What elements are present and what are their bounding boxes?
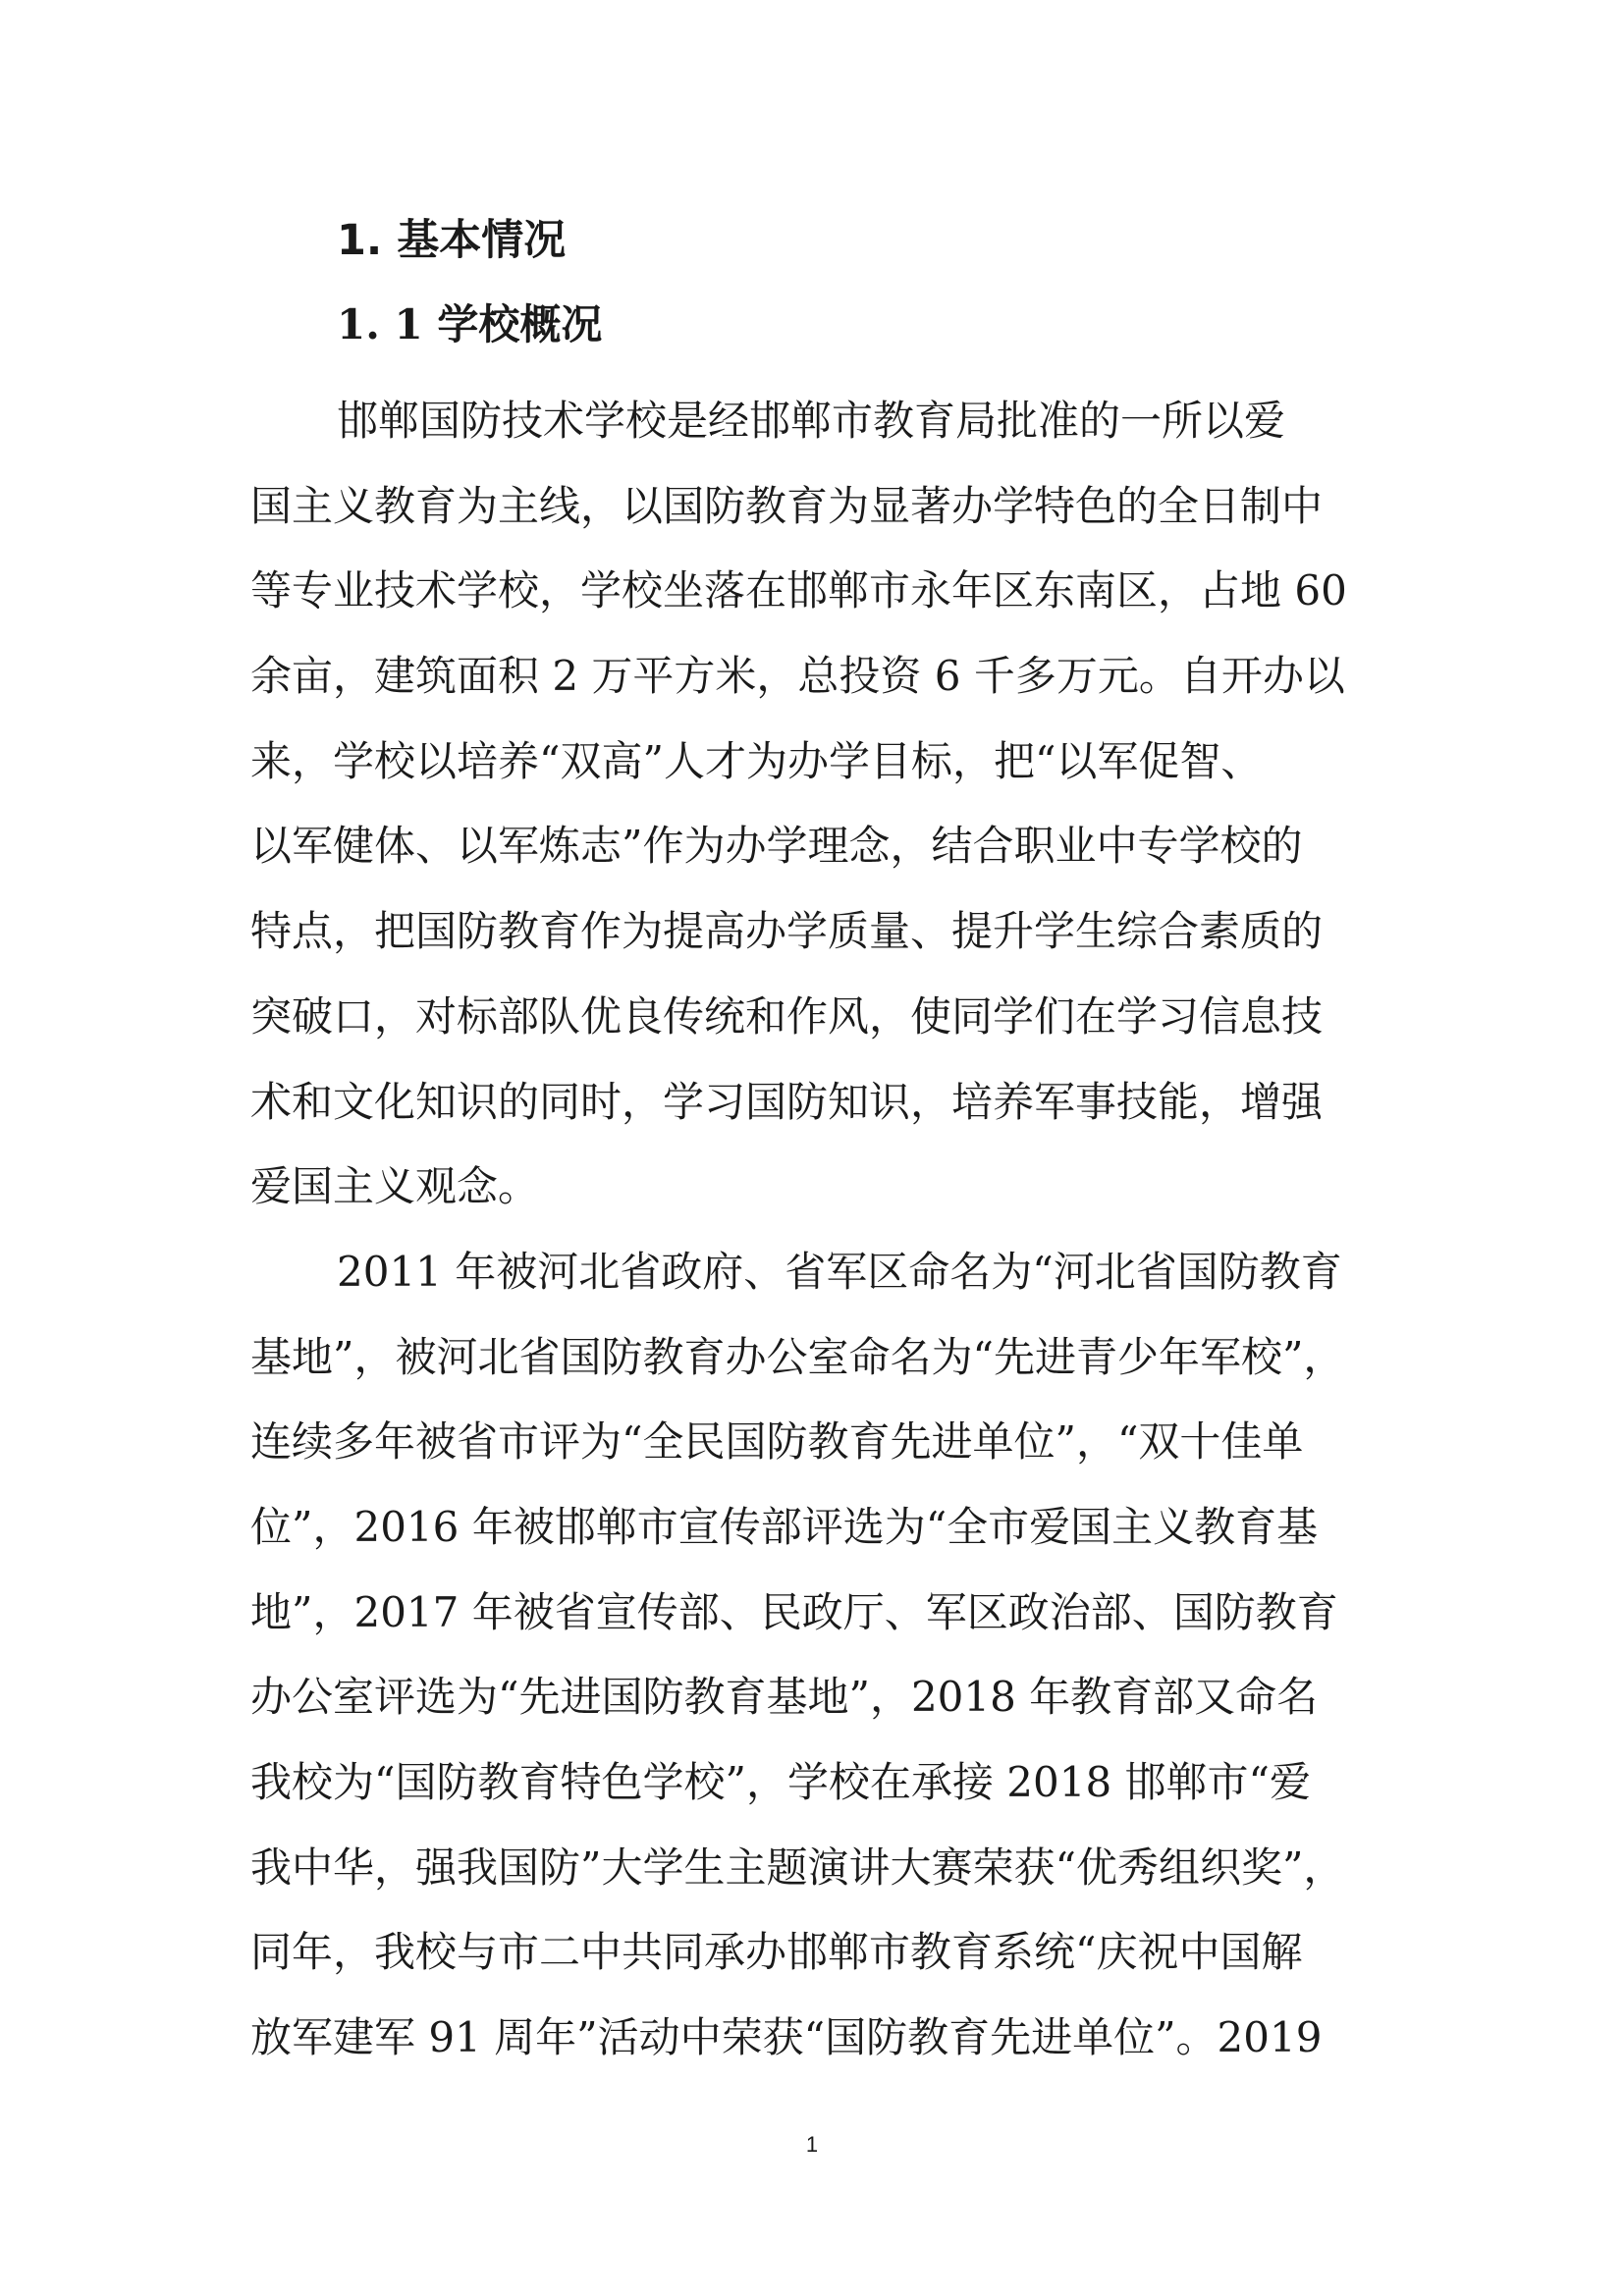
- text-line: 放军建军 91 周年”活动中荣获“国防教育先进单位”。2019: [250, 2013, 1323, 2062]
- text-line: 2011 年被河北省政府、省军区命名为“河北省国防教育: [337, 1247, 1342, 1296]
- text-line: 位”，2016 年被邯郸市宣传部评选为“全市爱国主义教育基: [250, 1502, 1319, 1551]
- subsection-heading: 1. 1 学校概况: [337, 300, 603, 348]
- text-line: 地”，2017 年被省宣传部、民政厅、军区政治部、国防教育: [250, 1587, 1338, 1636]
- text-line: 以军健体、以军炼志”作为办学理念，结合职业中专学校的: [250, 822, 1303, 871]
- text-line: 等专业技术学校，学校坐落在邯郸市永年区东南区，占地 60: [250, 566, 1347, 615]
- text-line: 突破口，对标部队优良传统和作风，使同学们在学习信息技: [250, 991, 1324, 1041]
- page-number: 1: [805, 2132, 819, 2157]
- text-line: 术和文化知识的同时，学习国防知识，培养军事技能，增强: [250, 1077, 1324, 1126]
- text-line: 连续多年被省市评为“全民国防教育先进单位”，“双十佳单: [250, 1417, 1304, 1467]
- text-line: 来，学校以培养“双高”人才为办学目标，把“以军促智、: [250, 736, 1263, 785]
- text-line: 同年，我校与市二中共同承办邯郸市教育系统“庆祝中国解: [250, 1928, 1303, 1977]
- text-line: 余亩，建筑面积 2 万平方米，总投资 6 千多万元。自开办以: [250, 652, 1345, 701]
- body-text: [250, 379, 1389, 2081]
- text-line: 特点，把国防教育作为提高办学质量、提升学生综合素质的: [250, 907, 1324, 956]
- text-line: 我校为“国防教育特色学校”，学校在承接 2018 邯郸市“爱: [250, 1758, 1312, 1806]
- text-line: 国主义教育为主线，以国防教育为显著办学特色的全日制中: [250, 481, 1324, 530]
- text-line: 邯郸国防技术学校是经邯郸市教育局批准的一所以爱: [337, 397, 1286, 445]
- text-line: 基地”，被河北省国防教育办公室命名为“先进青少年军校”，: [250, 1332, 1345, 1381]
- text-line: 爱国主义观念。: [250, 1162, 540, 1211]
- text-line: 我中华，强我国防”大学生主题演讲大赛荣获“优秀组织奖”，: [250, 1842, 1345, 1892]
- text-line: 办公室评选为“先进国防教育基地”，2018 年教育部又命名: [250, 1673, 1319, 1722]
- section-heading: 1. 基本情况: [337, 216, 567, 265]
